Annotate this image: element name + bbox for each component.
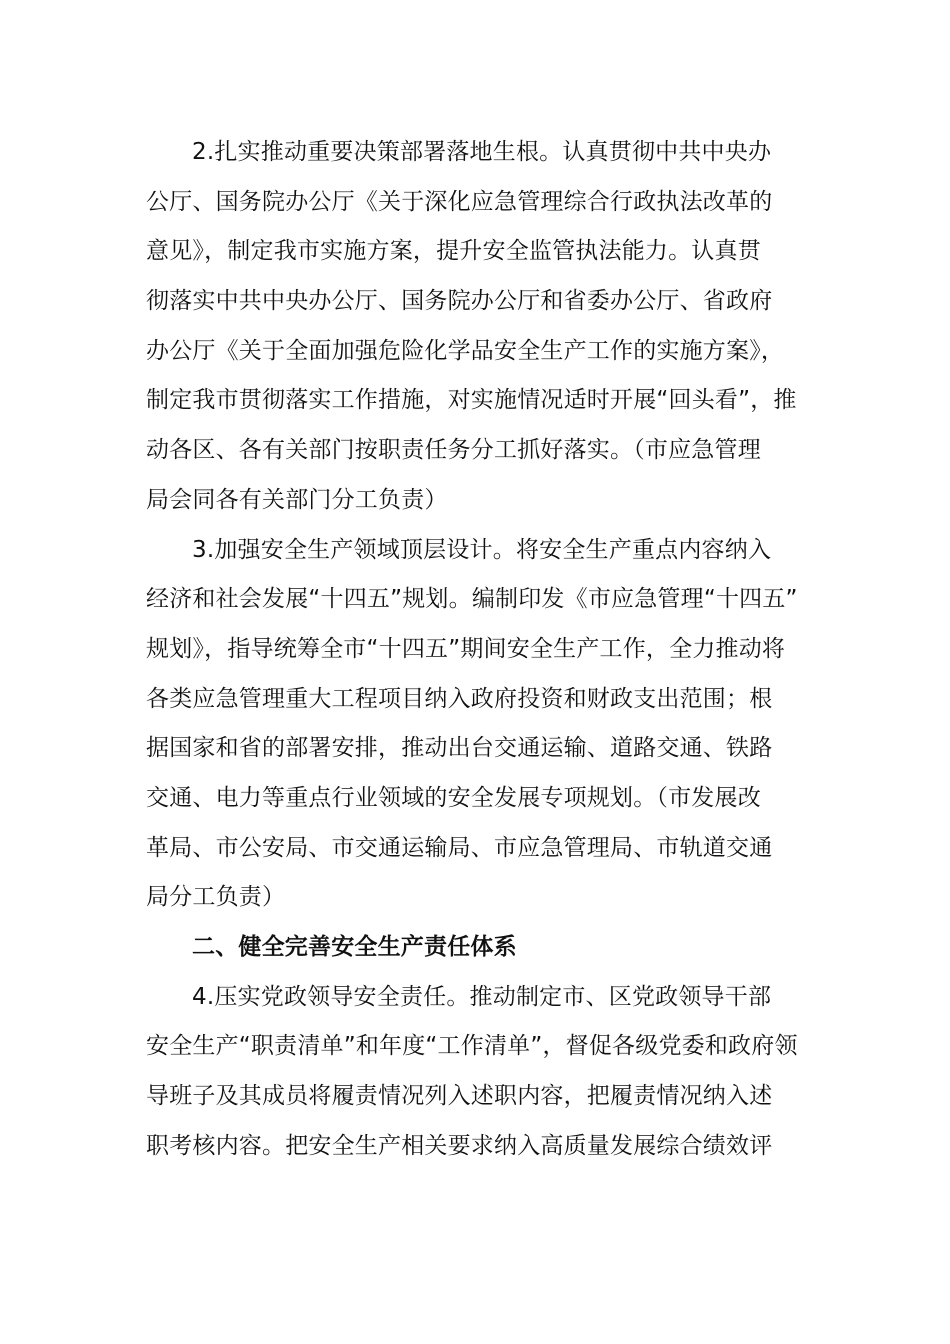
paragraph-2-line-8: 局会同各有关部门分工负责）: [146, 486, 448, 513]
paragraph-3-line-3: 规划》，指导统筹全市“十四五”期间安全生产工作，全力推动将: [146, 635, 786, 662]
paragraph-4-line-3: 导班子及其成员将履责情况列入述职内容，把履责情况纳入述: [146, 1083, 773, 1110]
paragraph-4-line-1: 4.压实党政领导安全责任。推动制定市、区党政领导干部: [192, 983, 772, 1010]
paragraph-3-line-6: 交通、电力等重点行业领域的安全发展专项规划。（市发展改: [146, 784, 761, 811]
paragraph-2-line-3: 意见》，制定我市实施方案，提升安全监管执法能力。认真贯: [146, 238, 761, 265]
paragraph-2-line-6: 制定我市贯彻落实工作措施，对实施情况适时开展“回头看”，推: [146, 387, 797, 414]
paragraph-3-line-2: 经济和社会发展“十四五”规划。编制印发《市应急管理“十四五”: [146, 586, 798, 613]
paragraph-3-line-8: 局分工负责）: [146, 884, 286, 911]
paragraph-3-line-5: 据国家和省的部署安排，推动出台交通运输、道路交通、铁路: [146, 735, 773, 762]
paragraph-3-line-7: 革局、市公安局、市交通运输局、市应急管理局、市轨道交通: [146, 834, 773, 861]
paragraph-3-line-4: 各类应急管理重大工程项目纳入政府投资和财政支出范围；根: [146, 685, 773, 712]
paragraph-2-line-2: 公厅、国务院办公厅《关于深化应急管理综合行政执法改革的: [146, 188, 773, 215]
section-heading: 二、健全完善安全生产责任体系: [192, 934, 517, 960]
paragraph-2-line-7: 动各区、各有关部门按职责任务分工抓好落实。（市应急管理: [146, 437, 761, 464]
paragraph-4-line-2: 安全生产“职责清单”和年度“工作清单”，督促各级党委和政府领: [146, 1033, 798, 1060]
paragraph-3-line-1: 3.加强安全生产领域顶层设计。将安全生产重点内容纳入: [192, 536, 772, 563]
paragraph-2-line-5: 办公厅《关于全面加强危险化学品安全生产工作的实施方案》，: [146, 337, 785, 364]
paragraph-2-line-1: 2.扎实推动重要决策部署落地生根。认真贯彻中共中央办: [192, 139, 772, 165]
document-body: [146, 128, 808, 1171]
paragraph-2-line-4: 彻落实中共中央办公厅、国务院办公厅和省委办公厅、省政府: [146, 288, 773, 315]
paragraph-4-line-4: 职考核内容。把安全生产相关要求纳入高质量发展综合绩效评: [146, 1132, 773, 1159]
